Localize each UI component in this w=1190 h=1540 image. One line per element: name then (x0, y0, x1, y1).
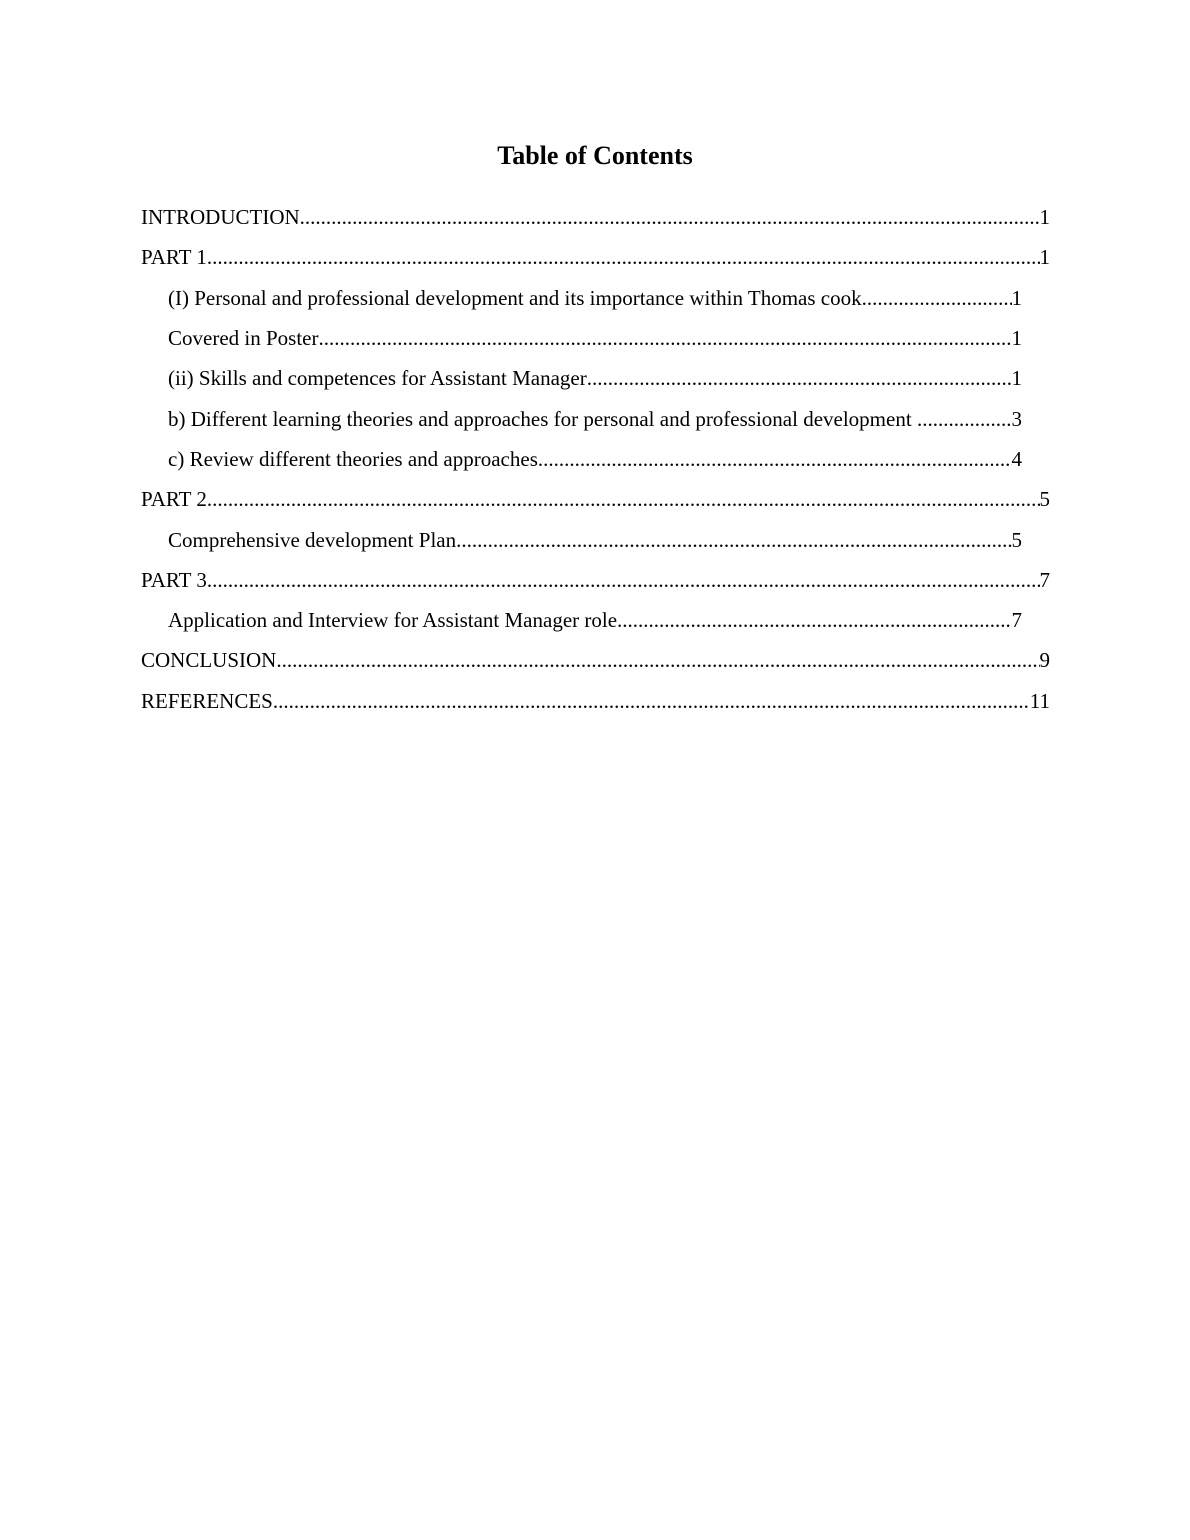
toc-entry-skills-competences[interactable] (168, 358, 1022, 398)
toc-entry-page-number: 1 (1039, 245, 1050, 270)
toc-entry-development-plan[interactable] (168, 519, 1022, 559)
toc-entry-page-number: 3 (1011, 406, 1022, 431)
dot-leader (917, 407, 1012, 431)
toc-entry-personal-professional-development[interactable] (168, 278, 1022, 318)
toc-entry-page-number: 5 (1011, 527, 1022, 552)
toc-entry-page-number: 9 (1039, 648, 1050, 673)
dot-leader (862, 286, 1012, 310)
toc-entry-references[interactable] (141, 681, 1050, 721)
toc-entry-application-interview[interactable] (168, 600, 1022, 640)
toc-entry-label: (ii) Skills and competences for Assistant Manager (168, 366, 587, 391)
toc-entry-page-number: 1 (1011, 285, 1022, 310)
dot-leader (587, 366, 1012, 390)
toc-entry-page-number: 5 (1039, 487, 1050, 512)
toc-entry-page-number: 7 (1011, 608, 1022, 633)
toc-entry-label: PART 3 (141, 567, 207, 592)
toc-entry-label: PART 2 (141, 487, 207, 512)
toc-entry-label: REFERENCES (141, 688, 273, 713)
toc-entry-page-number: 7 (1039, 567, 1050, 592)
toc-entry-page-number: 4 (1011, 446, 1022, 471)
dot-leader (318, 326, 1011, 350)
dot-leader (456, 528, 1011, 552)
toc-entry-part-2[interactable] (141, 479, 1050, 519)
toc-entry-covered-in-poster[interactable] (168, 318, 1022, 358)
dot-leader (207, 487, 1040, 511)
toc-entry-label: INTRODUCTION (141, 205, 300, 230)
dot-leader (538, 447, 1012, 471)
toc-entry-label: CONCLUSION (141, 648, 277, 673)
dot-leader (207, 245, 1040, 269)
toc-entry-label: c) Review different theories and approaches (168, 446, 538, 471)
dot-leader (617, 608, 1011, 632)
toc-entry-conclusion[interactable] (141, 640, 1050, 680)
toc-entry-part-1[interactable] (141, 237, 1050, 277)
dot-leader (273, 689, 1030, 713)
toc-title: Table of Contents (497, 141, 693, 170)
toc-entry-label: Comprehensive development Plan (168, 527, 457, 552)
toc-entry-page-number: 1 (1011, 326, 1022, 351)
dot-leader (276, 648, 1039, 672)
dot-leader (207, 568, 1040, 592)
toc-entry-introduction[interactable] (141, 197, 1050, 237)
toc-entry-review-theories[interactable] (168, 439, 1022, 479)
toc-entry-label: Application and Interview for Assistant Manager role (168, 608, 618, 633)
toc-entry-page-number: 1 (1039, 205, 1050, 230)
toc-entry-part-3[interactable] (141, 560, 1050, 600)
table-of-contents (0, 197, 1190, 721)
toc-entry-label: (I) Personal and professional development and its importance within Thomas cook (168, 285, 862, 310)
toc-entry-label: PART 1 (141, 245, 207, 270)
toc-entry-page-number: 1 (1011, 366, 1022, 391)
toc-entry-learning-theories[interactable] (168, 398, 1022, 438)
dot-leader (300, 205, 1040, 229)
toc-entry-label: b) Different learning theories and approaches for personal and professional development (168, 406, 917, 431)
toc-entry-page-number: 11 (1029, 688, 1050, 713)
toc-entry-label: Covered in Poster (168, 326, 319, 351)
